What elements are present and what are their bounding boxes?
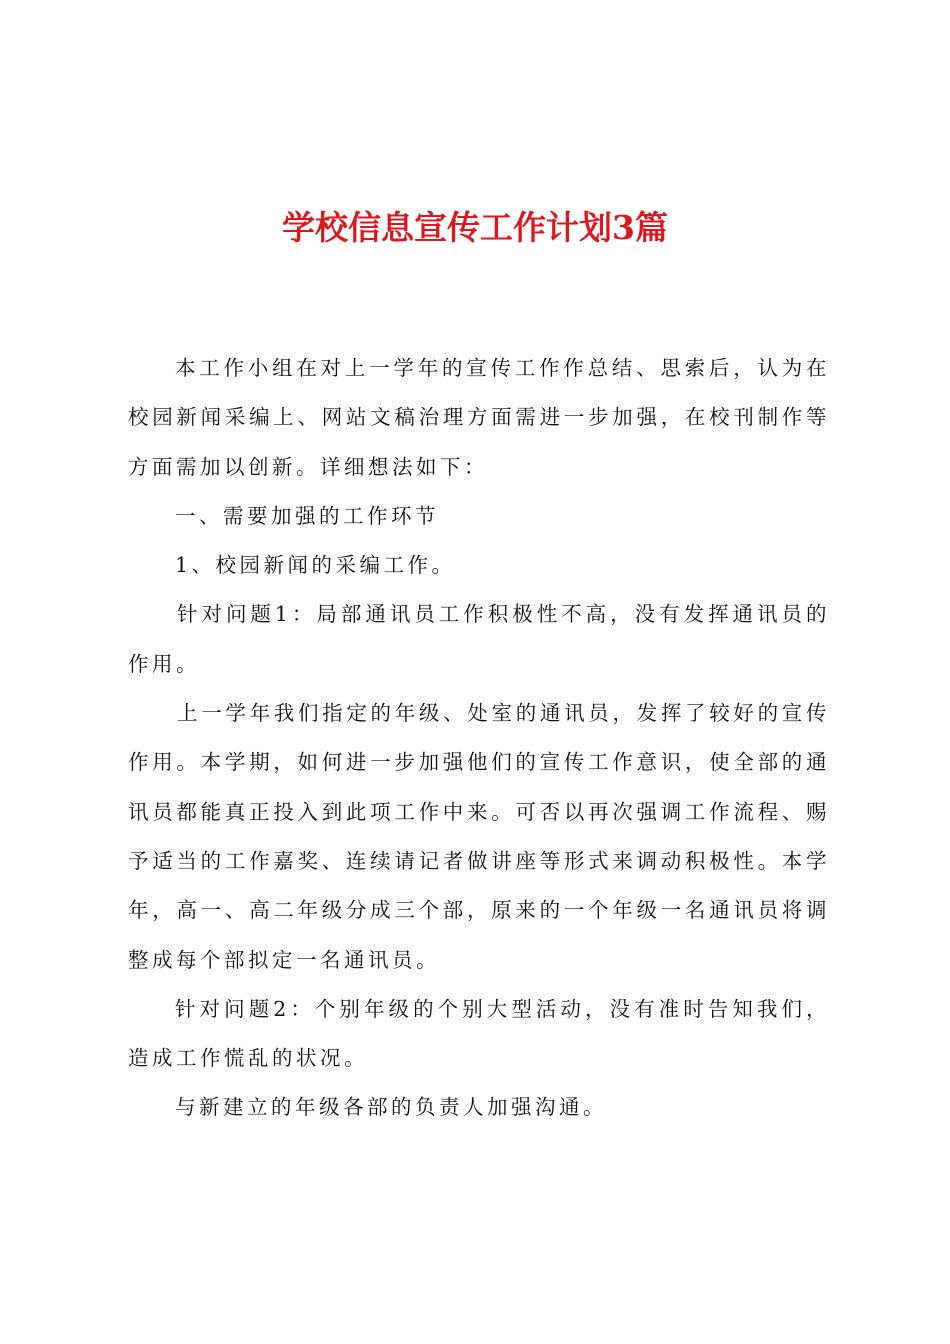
- paragraph-problem-2: 针对问题2：个别年级的个别大型活动，没有准时告知我们，造成工作慌乱的状况。: [128, 996, 830, 1071]
- paragraph-communication: 与新建立的年级各部的负责人加强沟通。: [175, 1095, 607, 1120]
- paragraph-problem-1: 针对问题1：局部通讯员工作积极性不高，没有发挥通讯员的作用。: [128, 602, 830, 676]
- document-title: 学校信息宣传工作计划3篇: [282, 208, 668, 247]
- section-heading: 一、需要加强的工作环节: [175, 503, 439, 528]
- subsection-heading: 1、校园新闻的采编工作。: [175, 553, 456, 578]
- paragraph-correspondents: 上一学年我们指定的年级、处室的通讯员，发挥了较好的宣传作用。本学期，如何进一步加强他们的宣传工作意识，使全部的通讯员都能真正投入到此项工作中来。可否以再次强调工作流程、赐予适当的工作嘉奖、连续请记者做讲座等形式来调动积极性。本学年，高一、高二年级分成三个部，原来的一个年级一名通讯员将调整成每个部拟定一名通讯员。: [128, 701, 830, 972]
- document-body: [128, 344, 830, 1133]
- paragraph-intro: 本工作小组在对上一学年的宣传工作作总结、思索后，认为在校园新闻采编上、网站文稿治理方面需进一步加强，在校刊制作等方面需加以创新。详细想法如下：: [128, 356, 830, 479]
